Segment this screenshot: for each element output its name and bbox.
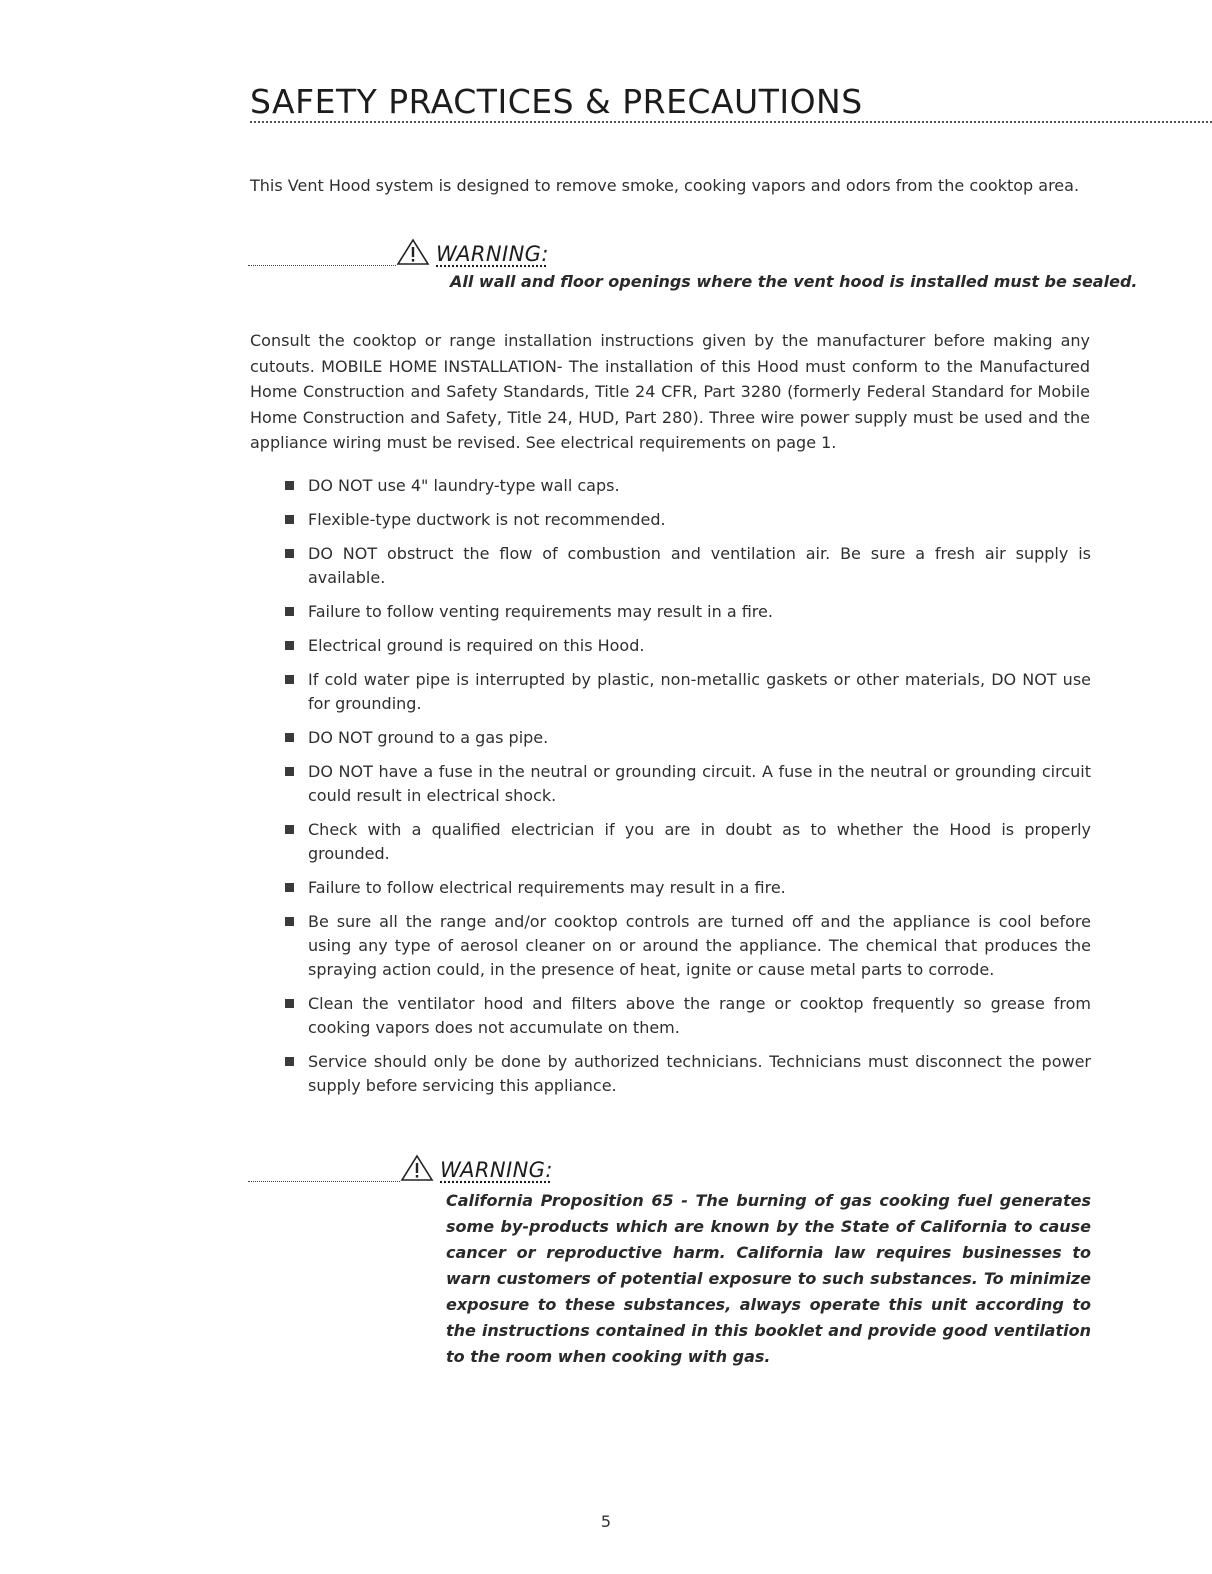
list-item-text: Service should only be done by authorized technicians. Technicians must disconnect the power supply before servicing this appliance. <box>308 1052 1091 1095</box>
warning-1-rule <box>248 265 396 266</box>
square-bullet-icon <box>285 917 294 926</box>
warning-1-heading <box>396 238 549 266</box>
square-bullet-icon <box>285 549 294 558</box>
list-item <box>285 668 1091 716</box>
list-item <box>285 508 1091 532</box>
square-bullet-icon <box>285 733 294 742</box>
square-bullet-icon <box>285 641 294 650</box>
list-item <box>285 474 1091 498</box>
square-bullet-icon <box>285 767 294 776</box>
list-item-text: DO NOT ground to a gas pipe. <box>308 728 549 747</box>
title-rule <box>250 121 1212 123</box>
list-item <box>285 760 1091 808</box>
list-item <box>285 876 1091 900</box>
square-bullet-icon <box>285 883 294 892</box>
warning-2-label: WARNING: <box>440 1158 553 1182</box>
list-item <box>285 600 1091 624</box>
list-item-text: Be sure all the range and/or cooktop controls are turned off and the appliance is cool before using any type of aerosol cleaner on or around the appliance. The chemical that produces the spraying action could, in the presence of heat, ignite or cause metal parts to corrode. <box>308 912 1091 979</box>
list-item <box>285 542 1091 590</box>
warning-1-label: WARNING: <box>436 242 549 266</box>
square-bullet-icon <box>285 481 294 490</box>
list-item-text: Failure to follow venting requirements may result in a fire. <box>308 602 773 621</box>
list-item-text: DO NOT have a fuse in the neutral or grounding circuit. A fuse in the neutral or grounding circuit could result in electrical shock. <box>308 762 1091 805</box>
warning-triangle-icon <box>396 238 430 266</box>
list-item-text: If cold water pipe is interrupted by plastic, non-metallic gaskets or other materials, DO NOT use for grounding. <box>308 670 1091 713</box>
warning-2-heading <box>400 1154 553 1182</box>
list-item-text: Failure to follow electrical requirements may result in a fire. <box>308 878 786 897</box>
list-item-text: DO NOT use 4" laundry-type wall caps. <box>308 476 620 495</box>
list-item <box>285 1050 1091 1098</box>
page-number: 5 <box>600 1512 612 1531</box>
list-item-text: Clean the ventilator hood and filters above the range or cooktop frequently so grease from cooking vapors does not accumulate on them. <box>308 994 1091 1037</box>
safety-bullet-list <box>285 474 1091 1108</box>
warning-triangle-icon <box>400 1154 434 1182</box>
page-title: SAFETY PRACTICES & PRECAUTIONS <box>250 82 863 121</box>
square-bullet-icon <box>285 825 294 834</box>
warning-2-text: California Proposition 65 - The burning of gas cooking fuel generates some by-products which are known by the State of California to cause cancer or reproductive harm. California law requires businesses to warn customers of potential exposure to such substances. To minimize exposure to these substances, always operate this unit according to the instructions contained in this booklet and provide good ventilation to the room when cooking with gas. <box>446 1191 1091 1366</box>
intro-text: This Vent Hood system is designed to remove smoke, cooking vapors and odors from the cooktop area. <box>250 176 1080 195</box>
warning-2-rule <box>248 1181 400 1182</box>
list-item-text: Check with a qualified electrician if you are in doubt as to whether the Hood is properly grounded. <box>308 820 1091 863</box>
list-item <box>285 992 1091 1040</box>
square-bullet-icon <box>285 999 294 1008</box>
list-item <box>285 726 1091 750</box>
list-item-text: Flexible-type ductwork is not recommended. <box>308 510 666 529</box>
list-item <box>285 910 1091 982</box>
warning-1-text: All wall and floor openings where the vent hood is installed must be sealed. <box>450 272 1138 291</box>
installation-paragraph: Consult the cooktop or range installation instructions given by the manufacturer before making any cutouts. MOBILE HOME INSTALLATION- The installation of this Hood must conform to the Manufactured Home Construction and Safety Standards, Title 24 CFR, Part 3280 (formerly Federal Standard for Mobile Home Construction and Safety, Title 24, HUD, Part 280). Three wire power supply must be used and the appliance wiring must be revised. See electrical requirements on page 1. <box>250 331 1090 452</box>
list-item-text: DO NOT obstruct the flow of combustion and ventilation air. Be sure a fresh air supply is available. <box>308 544 1091 587</box>
square-bullet-icon <box>285 607 294 616</box>
list-item <box>285 634 1091 658</box>
list-item <box>285 818 1091 866</box>
square-bullet-icon <box>285 515 294 524</box>
list-item-text: Electrical ground is required on this Hood. <box>308 636 645 655</box>
square-bullet-icon <box>285 675 294 684</box>
square-bullet-icon <box>285 1057 294 1066</box>
